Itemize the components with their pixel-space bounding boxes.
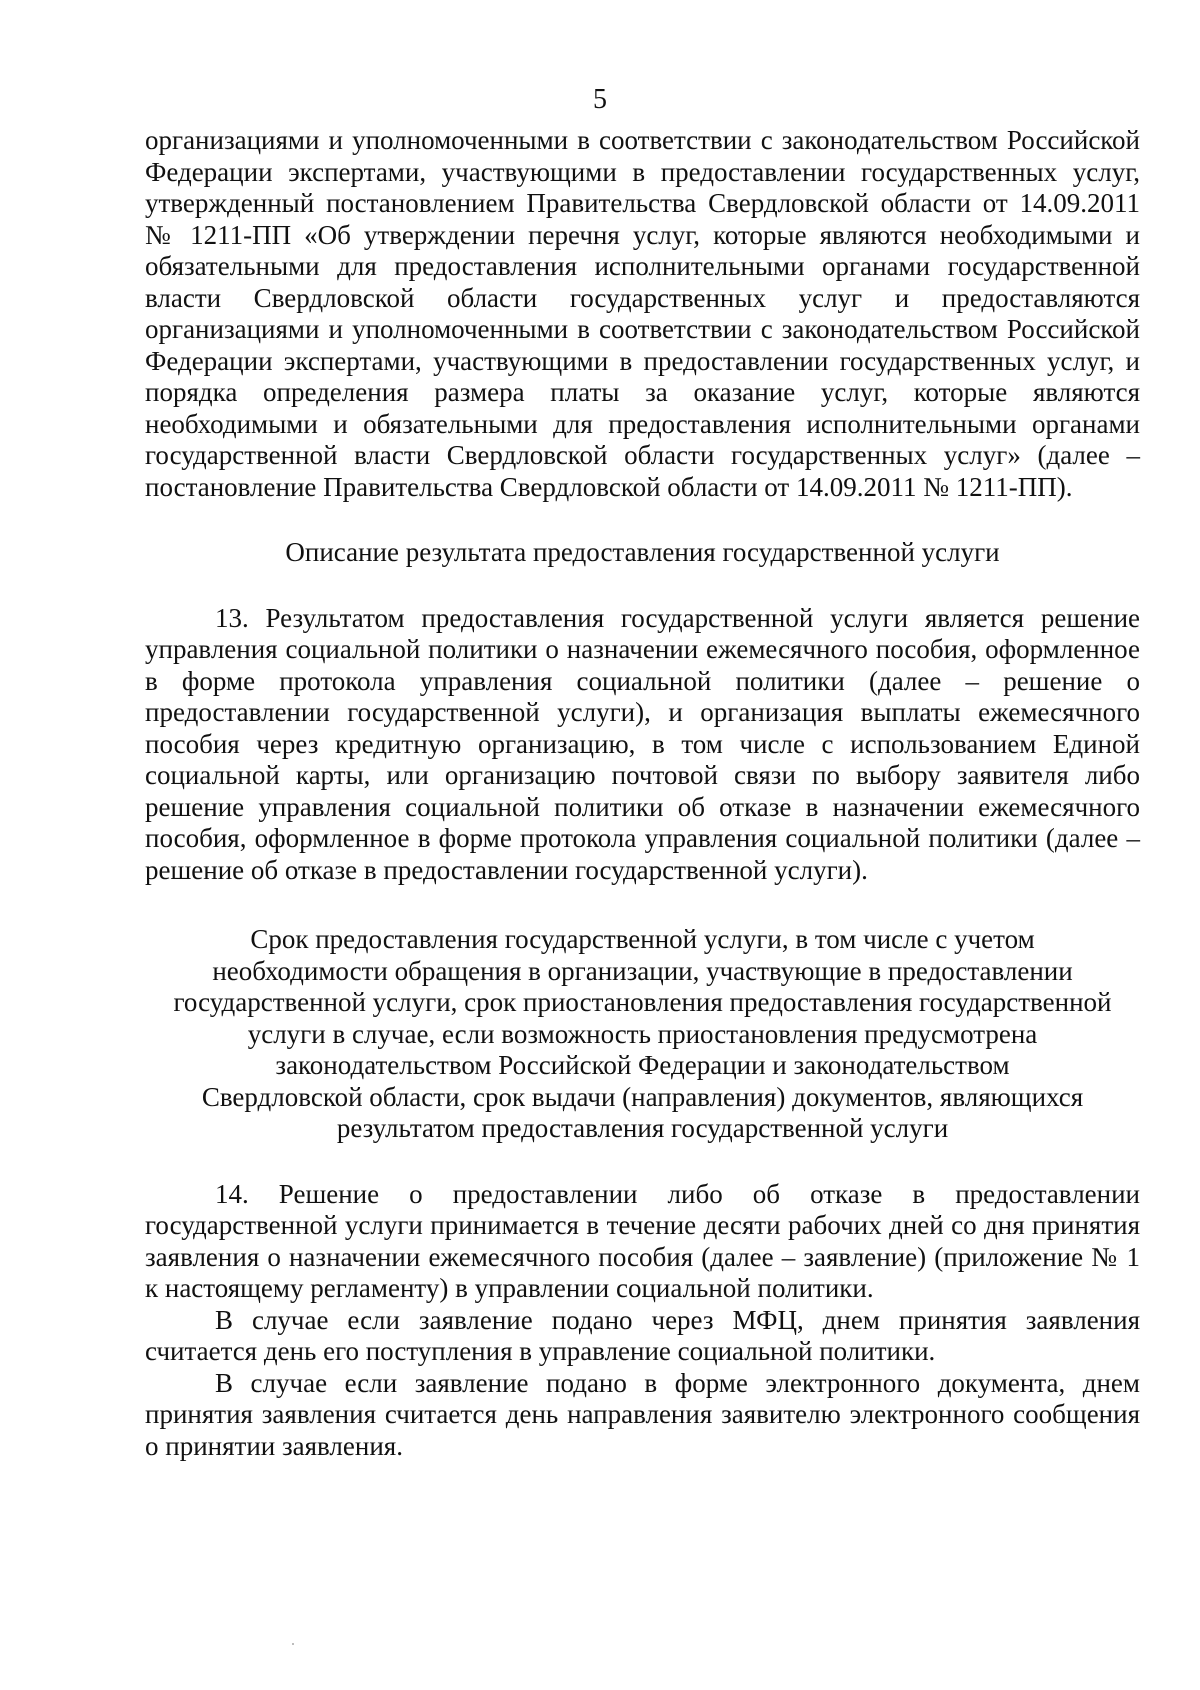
heading-term-line: Срок предоставления государственной услуги, в том числе с учетом [250, 924, 1035, 954]
scan-speck [292, 1643, 294, 1645]
paragraph-14-mfc: В случае если заявление подано через МФЦ, днем принятия заявления считается день его поступления в управление социальной политики. [145, 1304, 1140, 1366]
heading-term-line: государственной услуги, срок приостановления предоставления государственной [173, 987, 1112, 1017]
paragraph-13: 13. Результатом предоставления государственной услуги является решение управления социальной политики о назначении ежемесячного пособия, оформленное в форме протокола управления социальной политики (далее – решение о предоставлении государственной услуги), и организация выплаты ежемесячного пособия через кредитную организацию, в том числе с использованием Единой социальной карты, или организацию почтовой связи по выбору заявителя либо решение управления социальной политики об отказе в назначении ежемесячного пособия, оформленное в форме протокола управления социальной политики (далее – решение об отказе в предоставлении государственной услуги). [145, 602, 1140, 885]
paragraph-continuation: организациями и уполномоченными в соответствии с законодательством Российской Федерации экспертами, участвующими в предоставлении государственных услуг, утвержденный постановлением Правительства Свердловской области от 14.09.2011 № 1211-ПП «Об утверждении перечня услуг, которые являются необходимыми и обязательными для предоставления исполнительными органами государственной власти Свердловской области государственных услуг и предоставляются организациями и уполномоченными в соответствии с законодательством Российской Федерации экспертами, участвующими в предоставлении государственных услуг, и порядка определения размера платы за оказание услуг, которые являются необходимыми и обязательными для предоставления исполнительными органами государственной власти Свердловской области государственных услуг» (далее – постановление Правительства Свердловской области от 14.09.2011 № 1211-ПП). [145, 125, 1140, 502]
heading-term-line: услуги в случае, если возможность приостановления предусмотрена [247, 1018, 1038, 1049]
heading-term-line: необходимости обращения в организации, участвующие в предоставлении [212, 955, 1073, 986]
paragraph-14-electronic: В случае если заявление подано в форме электронного документа, днем принятия заявления считается день направления заявителю электронного сообщения о принятии заявления. [145, 1367, 1140, 1461]
heading-term-line: Свердловской области, срок выдачи (направления) документов, являющихся [201, 1081, 1084, 1112]
section-heading-term [145, 924, 1140, 1145]
heading-term-line: результатом предоставления государственной услуги [336, 1113, 949, 1143]
page-number: 5 [593, 84, 607, 115]
document-body [145, 125, 1140, 1462]
section-heading-result: Описание результата предоставления государственной услуги [285, 537, 1000, 567]
heading-term-line: законодательством Российской Федерации и законодательством [275, 1050, 1010, 1080]
paragraph-14: 14. Решение о предоставлении либо об отказе в предоставлении государственной услуги принимается в течение десяти рабочих дней со дня принятия заявления о назначении ежемесячного пособия (далее – заявление) (приложение № 1 к настоящему регламенту) в управлении социальной политики. [145, 1178, 1140, 1303]
